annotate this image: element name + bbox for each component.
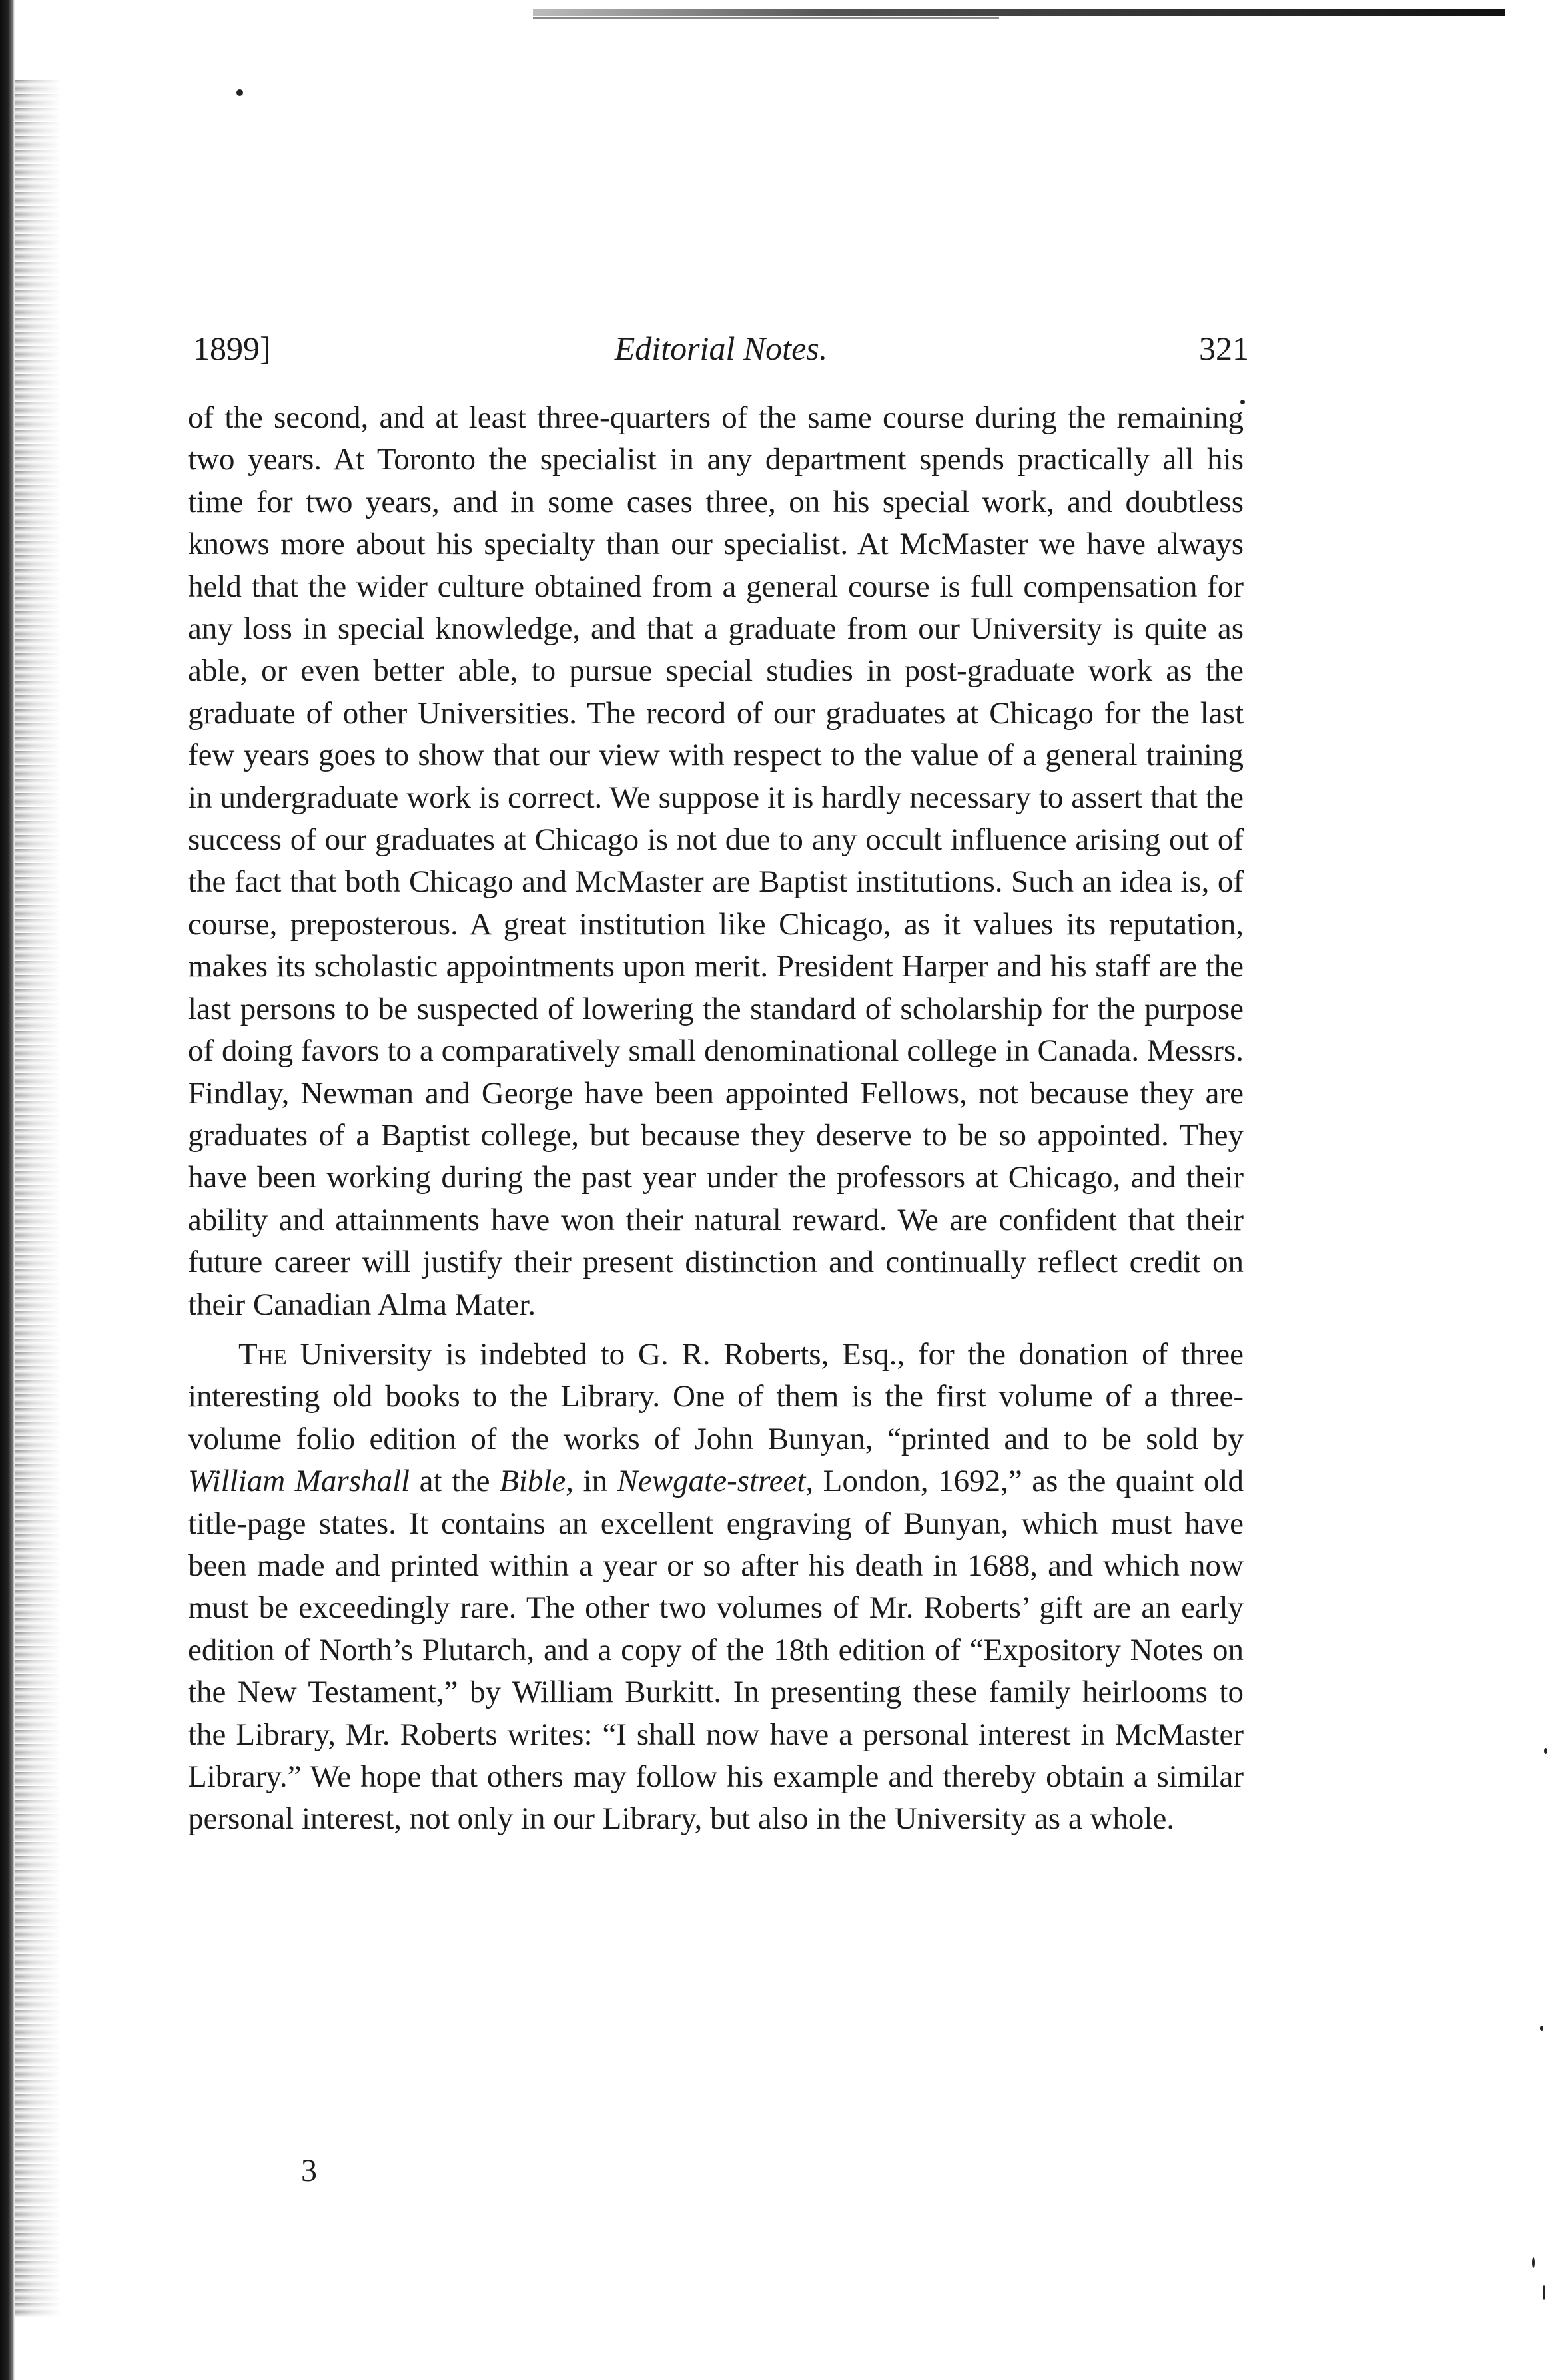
paragraph-text: in [573, 1464, 617, 1499]
italic-text: Bible, [500, 1464, 574, 1499]
printer-signature-mark: 3 [301, 2153, 317, 2188]
binding-edge-texture [15, 80, 61, 2317]
scan-speck [1544, 1748, 1547, 1754]
scan-top-rule-thin [533, 17, 999, 19]
scan-speck [1540, 2026, 1543, 2031]
binding-shadow [0, 0, 15, 2380]
paragraph-roberts-donation [188, 1334, 1244, 1841]
paragraph-text: London, 1692,” as the quaint old title-page states. It contains an excellent engraving of Bunyan, which must have been made and printed within a year or so after his death in 1688, and which now must be exceedingly rare. The other two volumes of Mr. Roberts’ gift are an early edition of North’s Plutarch, and a copy of the 18th edition of “Expository Notes on the New Testament,” by William Burkitt. In presenting these family heirlooms to the Library, Mr. Roberts writes: “I shall now have a personal interest in McMaster Library.” We hope that others may follow his example and thereby obtain a similar personal interest, not only in our Library, but also in the University as a whole. [188, 1464, 1244, 1837]
scan-speck [236, 89, 243, 96]
scan-speck [1532, 2257, 1535, 2268]
italic-text: Newgate-street, [617, 1464, 814, 1499]
paragraph-lead-word: The [238, 1337, 287, 1372]
body-text [188, 397, 1244, 1841]
running-header [193, 325, 1249, 372]
paragraph-continued: of the second, and at least three-quarters of the same course during the remaining two years. At Toronto the specialist in any department spends practically all his time for two years, and in some cases three, on his special work, and doubtless knows more about his specialty than our specialist. At McMaster we have always held that the wider culture obtained from a general course is full compensation for any loss in special knowledge, and that a graduate from our University is quite as able, or even better able, to pursue special studies in post-graduate work as the graduate of other Universities. The record of our graduates at Chicago for the last few years goes to show that our view with respect to the value of a general training in undergraduate work is correct. We suppose it is hardly necessary to assert that the success of our graduates at Chicago is not due to any occult influence arising out of the fact that both Chicago and McMaster are Baptist institutions. Such an idea is, of course, preposterous. A great institution like Chicago, as it values its reputation, makes its scholastic appointments upon merit. President Harper and his staff are the last persons to be suspected of lowering the standard of scholarship for the purpose of doing favors to a comparatively small denominational college in Canada. Messrs. Findlay, Newman and George have been appointed Fellows, not because they are graduates of a Baptist college, but because they deserve to be so appointed. They have been working during the past year under the professors at Chicago, and their ability and attainments have won their natural reward. We are confident that their future career will justify their present distinction and continually reflect credit on their Canadian Alma Mater. [188, 400, 1244, 1322]
scan-top-rule [533, 9, 1505, 16]
paragraph-text: at the [410, 1464, 500, 1499]
paragraph-text: University is indebted to G. R. Roberts, Esq., for the donation of three interesting old books to the Library. One of them is the first volume of a three-volume folio edition of the works of John Bunyan, “printed and to be sold by [188, 1337, 1244, 1456]
scan-speck [1543, 2285, 1545, 2300]
header-title: Editorial Notes. [614, 330, 828, 367]
italic-text: William Marshall [188, 1464, 410, 1499]
header-year: 1899] [193, 330, 271, 367]
page-number: 321 [1199, 330, 1249, 367]
